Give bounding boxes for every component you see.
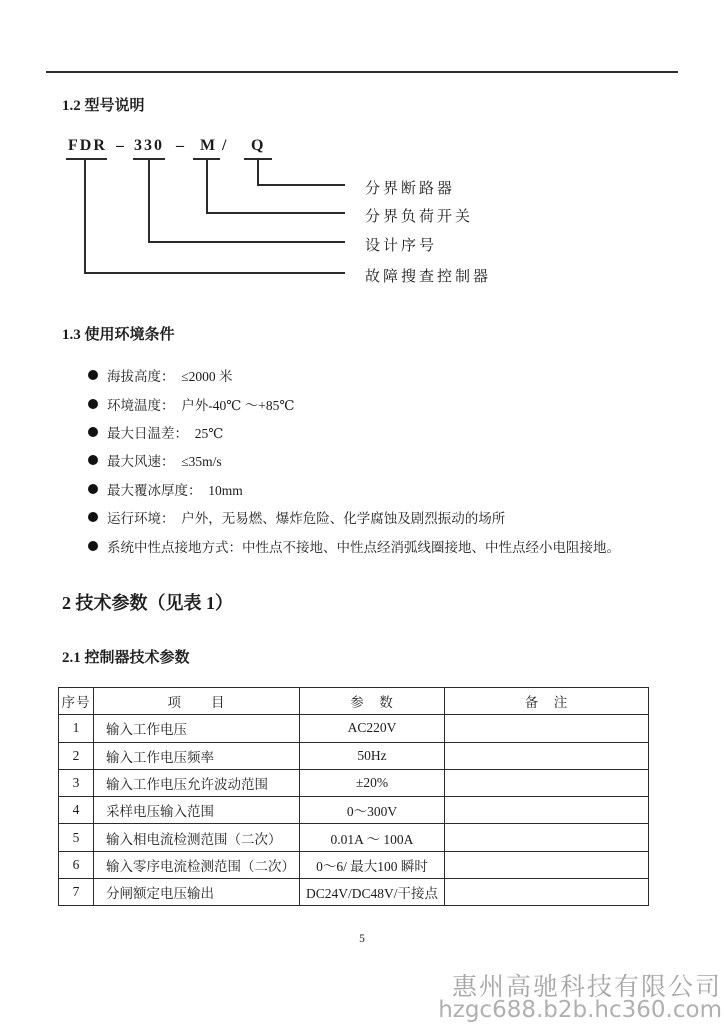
cell-item: 输入相电流检测范围（二次） xyxy=(94,824,300,851)
section-2-1-title: 2.1 控制器技术参数 xyxy=(62,650,190,666)
table-row xyxy=(59,879,649,906)
bullet-icon xyxy=(88,370,98,380)
bullet-icon xyxy=(88,512,98,522)
leader-vertical-fdr xyxy=(84,158,86,274)
watermark xyxy=(438,974,722,1022)
list-item xyxy=(88,389,620,417)
cell-item: 输入工作电压允许波动范围 xyxy=(94,769,300,796)
leader-horizontal-fdr xyxy=(84,272,345,274)
model-segment-dash1: – xyxy=(116,137,126,154)
env-condition-text: 运行环境： 户外，无易燃、爆炸危险、化学腐蚀及剧烈振动的场所 xyxy=(107,511,506,527)
env-condition-text: 系统中性点接地方式：中性点不接地、中性点经消弧线圈接地、中性点经小电阻接地。 xyxy=(107,539,620,555)
cell-param: 50Hz xyxy=(300,742,445,769)
model-segment-fdr: FDR xyxy=(68,137,107,154)
model-label-breaker: 分界断路器 xyxy=(365,181,456,197)
model-number-diagram xyxy=(0,0,724,300)
list-item xyxy=(88,531,620,559)
cell-no: 1 xyxy=(59,715,94,742)
leader-vertical-q xyxy=(257,158,259,186)
bullet-icon xyxy=(88,484,98,494)
model-segment-dash2: – xyxy=(176,137,186,154)
leader-vertical-330 xyxy=(148,158,150,243)
list-item xyxy=(88,418,620,446)
model-label-design-no: 设计序号 xyxy=(365,238,438,254)
section-2-title: 2 技术参数（见表 1） xyxy=(62,593,233,613)
underline-fdr xyxy=(66,158,107,160)
section-1-3-title: 1.3 使用环境条件 xyxy=(62,327,175,343)
cell-note xyxy=(445,824,649,851)
cell-param: 0.01A ～ 100A xyxy=(300,824,445,851)
cell-item: 分闸额定电压输出 xyxy=(94,879,300,906)
cell-note xyxy=(445,797,649,824)
bullet-icon xyxy=(88,455,98,465)
environment-conditions-list xyxy=(88,361,620,560)
page-number: 5 xyxy=(359,933,365,945)
cell-note xyxy=(445,769,649,796)
leader-vertical-m xyxy=(206,158,208,214)
cell-param: ±20% xyxy=(300,769,445,796)
cell-note xyxy=(445,715,649,742)
table-row xyxy=(59,797,649,824)
column-header-no: 序号 xyxy=(59,688,94,715)
cell-no: 4 xyxy=(59,797,94,824)
cell-no: 3 xyxy=(59,769,94,796)
cell-note xyxy=(445,851,649,878)
cell-item: 输入工作电压 xyxy=(94,715,300,742)
model-segment-m: M xyxy=(200,137,218,154)
bullet-icon xyxy=(88,427,98,437)
table-row xyxy=(59,851,649,878)
list-item xyxy=(88,446,620,474)
watermark-url: hzgc688.b2b.hc360.com xyxy=(438,997,722,1023)
bullet-icon xyxy=(88,541,98,551)
cell-no: 5 xyxy=(59,824,94,851)
env-condition-text: 海拔高度： ≤2000 米 xyxy=(107,369,233,385)
list-item xyxy=(88,475,620,503)
env-condition-text: 最大日温差： 25℃ xyxy=(107,425,224,441)
model-label-loadswitch: 分界负荷开关 xyxy=(365,209,474,225)
model-segment-slash: / xyxy=(222,137,229,154)
cell-param: DC24V/DC48V/干接点 xyxy=(300,879,445,906)
controller-parameters-table xyxy=(58,687,649,906)
column-header-param: 参 数 xyxy=(300,688,445,715)
section-1-2-title: 1.2 型号说明 xyxy=(62,98,145,114)
model-segment-330: 330 xyxy=(134,137,164,154)
cell-item: 输入工作电压频率 xyxy=(94,742,300,769)
column-header-note: 备 注 xyxy=(445,688,649,715)
list-item xyxy=(88,503,620,531)
table-row xyxy=(59,742,649,769)
table-header-row xyxy=(59,688,649,715)
cell-note xyxy=(445,879,649,906)
bullet-icon xyxy=(88,399,98,409)
cell-item: 输入零序电流检测范围（二次） xyxy=(94,851,300,878)
cell-note xyxy=(445,742,649,769)
env-condition-text: 环境温度： 户外-40℃ ～+85℃ xyxy=(107,397,295,413)
model-segment-q: Q xyxy=(251,137,266,154)
cell-param: AC220V xyxy=(300,715,445,742)
table-row xyxy=(59,715,649,742)
leader-horizontal-330 xyxy=(148,241,345,243)
column-header-item: 项 目 xyxy=(94,688,300,715)
cell-item: 采样电压输入范围 xyxy=(94,797,300,824)
cell-no: 6 xyxy=(59,851,94,878)
watermark-company-name: 惠州高驰科技有限公司 xyxy=(451,972,722,1001)
list-item xyxy=(88,361,620,389)
table-row xyxy=(59,769,649,796)
cell-param: 0～6/ 最大100 瞬时 xyxy=(300,851,445,878)
env-condition-text: 最大风速： ≤35m/s xyxy=(107,454,222,470)
env-condition-text: 最大覆冰厚度： 10mm xyxy=(107,482,243,498)
cell-no: 2 xyxy=(59,742,94,769)
cell-param: 0～300V xyxy=(300,797,445,824)
cell-no: 7 xyxy=(59,879,94,906)
leader-horizontal-q xyxy=(257,184,345,186)
leader-horizontal-m xyxy=(206,212,345,214)
model-label-controller: 故障搜查控制器 xyxy=(365,269,492,285)
table-row xyxy=(59,824,649,851)
